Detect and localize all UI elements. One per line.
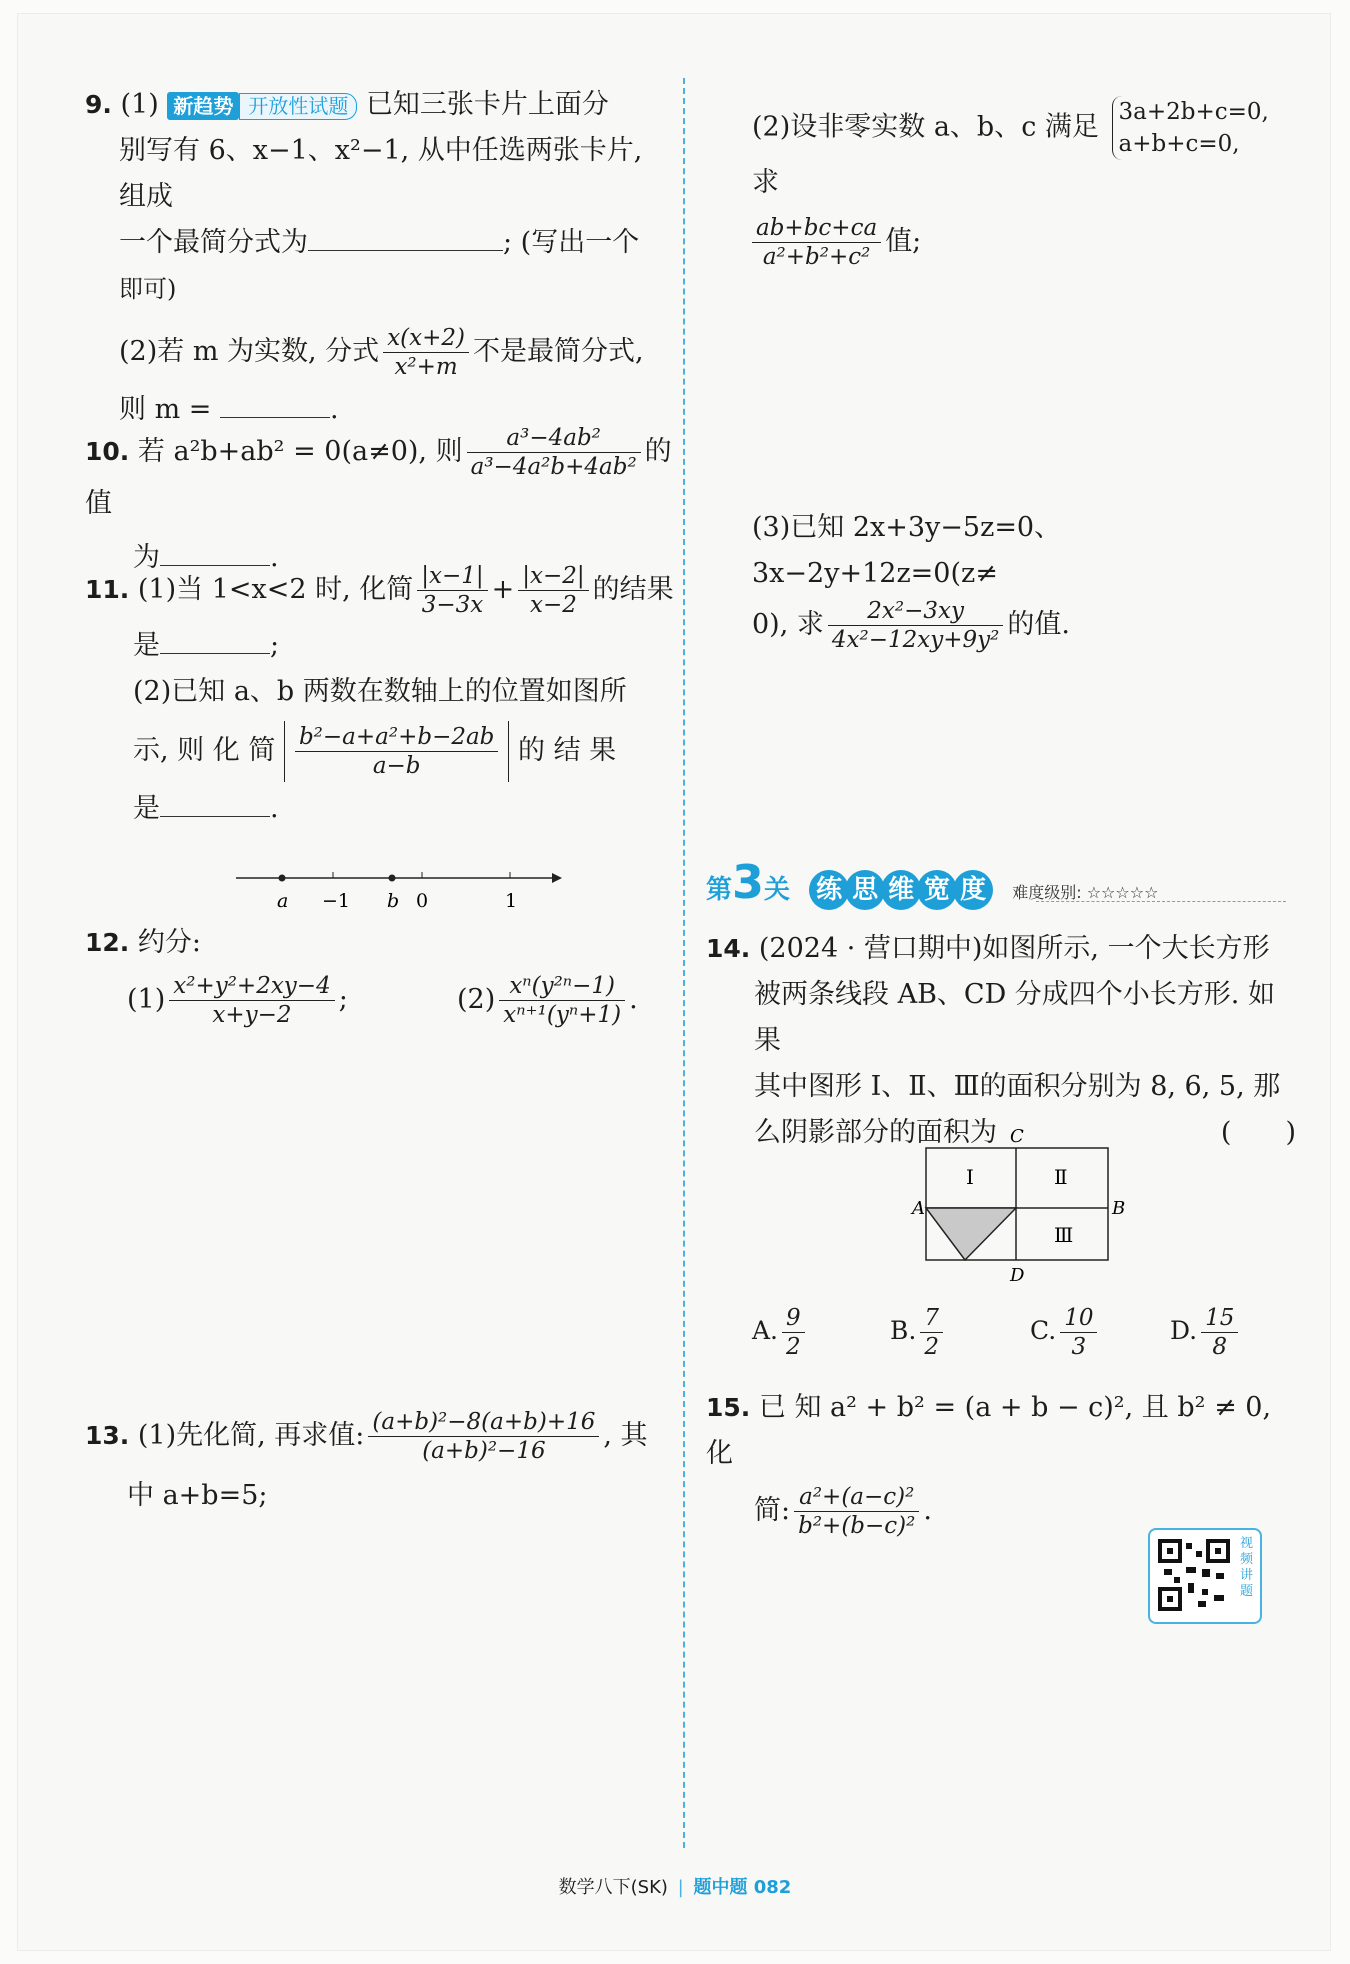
qr-code-icon — [1158, 1539, 1230, 1611]
fraction: $\frac{\text{2x²−3xy}}{\text{4x²−12xy+9y²}}$ — [828, 597, 1003, 654]
option-c[interactable]: C. $\frac{10}{3}$ — [1030, 1304, 1101, 1361]
fraction: $\frac{ab+bc+ca}{\text{a²+b²+c²}}$ — [752, 214, 881, 271]
question-13-part-2: (2)设非零实数 a、b、c 满足 3a+2b+c=0, a+b+c=0, 求 $\frac{ab+bc+ca}{\text{a²+b²+c²}}$ 值; — [752, 96, 1292, 271]
fraction: $\frac{x(x+2)}{\text{x²+m}}$ — [383, 324, 469, 381]
question-13: 13. (1)先化简, 再求值: $\frac{\text{(a+b)²−8(a+b)+16}}{\text{(a+b)²−16}}$ , 其 中 a+b=5; — [85, 1409, 648, 1511]
option-a[interactable]: A. $\frac{9}{2}$ — [752, 1304, 809, 1361]
axis-label: 1 — [505, 890, 518, 912]
svg-text:Ⅰ: Ⅰ — [966, 1165, 974, 1189]
question-10: 10. 若 a²b+ab² = 0(a≠0), 则 $\frac{\text{a³−4ab²}}{\text{a³−4a²b+4ab²}}$ 的值 为 . — [85, 425, 672, 573]
axis-label: a — [277, 890, 289, 912]
page-footer: 数学八下(SK) | 题中题 082 — [558, 1877, 792, 1898]
fraction: $\frac{\text{b²−a+a²+b−2ab}}{a-b}$ — [295, 723, 498, 780]
question-15: 15. 已 知 a² + b² = (a + b − c)², 且 b² ≠ 0, 化 简: $\frac{\text{a²+(a−c)²}}{\text{b²+(b−c)²}}$ . — [706, 1392, 1272, 1539]
fraction: $\frac{\text{x²+y²+2xy−4}}{x+y-2}$ — [169, 972, 334, 1029]
number-line — [230, 862, 570, 912]
fraction: $\frac{\text{(a+b)²−8(a+b)+16}}{\text{(a+b)²−16}}$ — [368, 1408, 599, 1465]
svg-text:Ⅱ: Ⅱ — [1054, 1165, 1068, 1189]
qr-code[interactable] — [1148, 1528, 1262, 1624]
answer-blank[interactable] — [220, 395, 330, 418]
answer-blank[interactable] — [160, 631, 270, 654]
svg-text:Ⅲ: Ⅲ — [1054, 1223, 1074, 1247]
open-question-tag: 开放性试题 — [239, 93, 357, 120]
fraction: $\frac{|x-1|}{3-3x}$ — [417, 562, 487, 619]
new-trend-tag: 新趋势 — [167, 92, 239, 120]
fraction: $\frac{\text{xⁿ(y²ⁿ−1)}}{\text{xⁿ⁺¹(yⁿ+1)}}$ — [499, 972, 625, 1029]
rectangle-diagram — [910, 1128, 1130, 1288]
column-divider — [683, 78, 685, 1848]
book-title: 数学八下(SK) — [558, 1877, 668, 1898]
question-13-part-3: (3)已知 2x+3y−5z=0、3x−2y+12z=0(z≠ 0), 求 $\frac{\text{2x²−3xy}}{\text{4x²−12xy+9y²}}$ 的值. — [752, 512, 1070, 653]
option-b[interactable]: B. $\frac{7}{2}$ — [890, 1304, 947, 1361]
page-number: 题中题 082 — [693, 1877, 792, 1898]
question-12: 12. 约分: (1) $\frac{\text{x²+y²+2xy−4}}{x+y-2}$ ; (2) $\frac{\text{xⁿ(y²ⁿ−1)}}{\text{xⁿ⁺¹(yⁿ+1)}}$ . — [85, 927, 638, 1028]
fraction: $\frac{\text{a³−4ab²}}{\text{a³−4a²b+4ab²}}$ — [467, 424, 641, 481]
fraction: $\frac{\text{a²+(a−c)²}}{\text{b²+(b−c)²}}$ — [794, 1483, 919, 1540]
svg-text:D: D — [1010, 1265, 1025, 1286]
axis-label: b — [387, 890, 400, 912]
question-11: 11. (1)当 1<x<2 时, 化简 $\frac{|x-1|}{3-3x}$ + $\frac{|x-2|}{x-2}$ 的结果 是 ; (2)已知 a、b 两数在数轴上的位置如图所 示, 则 化 简 $\frac{\text{b²−a+a²+b−2ab}}{a-b}$ 的 结 果 是 . — [85, 563, 674, 824]
question-9: 9. (1) 新趋势 开放性试题 已知三张卡片上面分 别写有 6、x−1、x²−1, 从中任选两张卡片, 组成 一个最简分式为 ; (写出一个 即可) (2)若 m 为实数, 分式 $\frac{x(x+2)}{\text{x²+m}}$ 不是最简分式, 则 m = . — [85, 89, 644, 425]
axis-label: −1 — [322, 890, 351, 912]
svg-text:B: B — [1112, 1198, 1126, 1219]
answer-blank[interactable] — [160, 794, 270, 817]
answer-blank[interactable] — [308, 228, 503, 251]
svg-text:A: A — [912, 1198, 925, 1219]
svg-text:C: C — [1010, 1128, 1024, 1147]
axis-label: 0 — [416, 890, 429, 912]
question-14: 14. (2024 · 营口期中)如图所示, 一个大长方形 被两条线段 AB、CD 分成四个小长方形. 如果 其中图形 Ⅰ、Ⅱ、Ⅲ的面积分别为 8, 6, 5, 那 么阴影部分的面积为 ( ) — [706, 933, 1296, 1148]
option-d[interactable]: D. $\frac{15}{8}$ — [1170, 1304, 1242, 1361]
section-header: 第3关 练 思 维 宽 度 难度级别: ☆☆☆☆☆ — [706, 855, 1286, 907]
qr-label: 视频讲题 — [1240, 1536, 1254, 1599]
fraction: $\frac{|x-2|}{x-2}$ — [518, 562, 588, 619]
